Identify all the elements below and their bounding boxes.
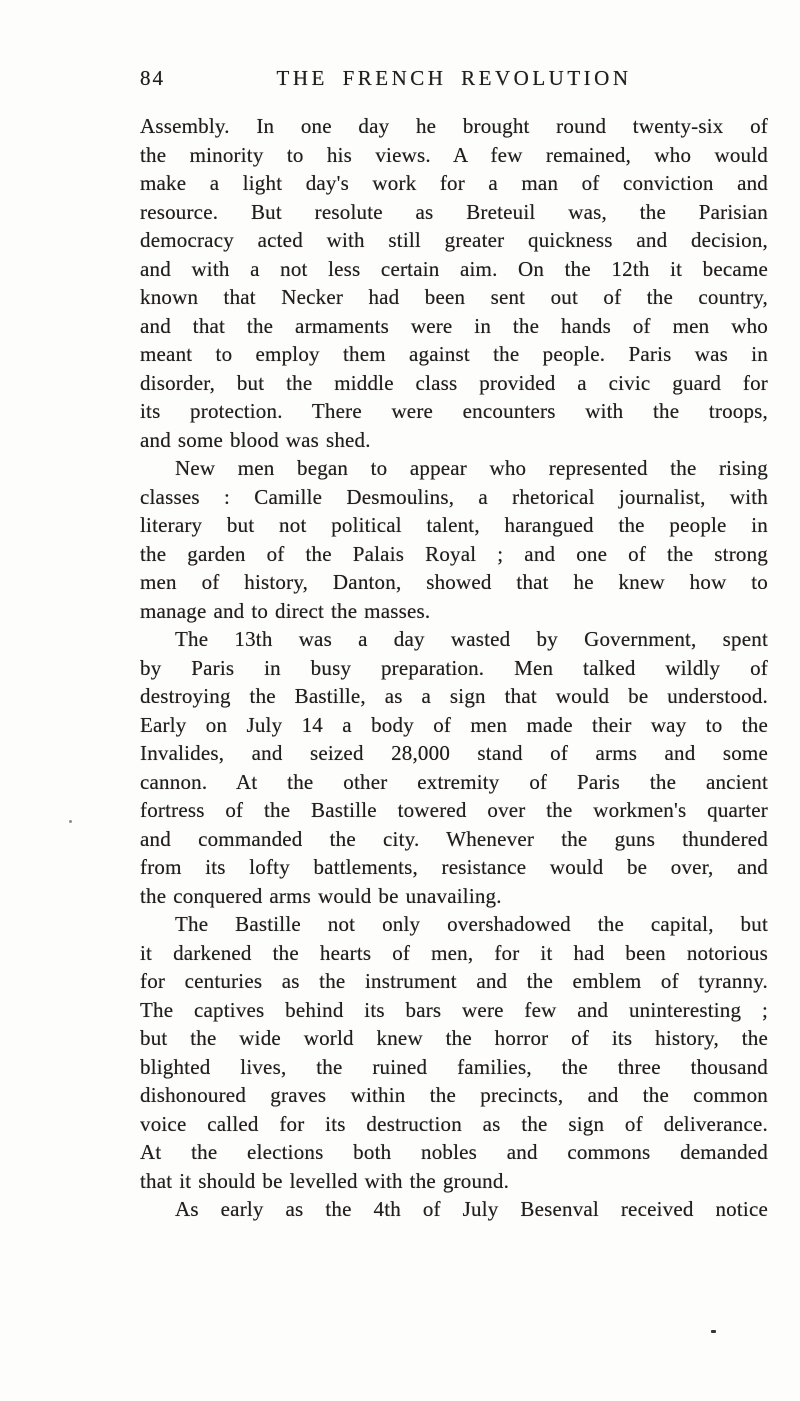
text-line: and some blood was shed. — [140, 427, 371, 452]
text-line: democracy acted with still greater quickness and decision, — [140, 228, 768, 252]
text-line: dishonoured graves within the precincts, and the common — [140, 1083, 768, 1107]
text-line: The 13th was a day wasted by Government, spent — [175, 627, 768, 651]
text-line: Early on July 14 a body of men made their way to the — [140, 712, 768, 737]
text-line: The captives behind its bars were few and uninteresting ; — [140, 997, 768, 1022]
running-title: THE FRENCH REVOLUTION — [276, 66, 632, 90]
text-line: and with a not less certain aim. On the 12th it became — [140, 256, 768, 281]
text-line: its protection. There were encounters with the troops, — [140, 399, 768, 423]
text-line: the conquered arms would be unavailing. — [140, 883, 502, 908]
text-line: Invalides, and seized 28,000 stand of arms and some — [140, 741, 768, 765]
paragraph — [140, 1195, 768, 1224]
text-line: resource. But resolute as Breteuil was, the Parisian — [140, 199, 768, 224]
text-line: it darkened the hearts of men, for it had been notorious — [140, 940, 768, 965]
text-line: manage and to direct the masses. — [140, 598, 431, 623]
text-line: cannon. At the other extremity of Paris the ancient — [140, 769, 768, 794]
text-line: literary but not political talent, harangued the people in — [140, 513, 768, 537]
paragraph — [140, 454, 768, 625]
paragraph — [140, 910, 768, 1195]
text-line: that it should be levelled with the ground. — [140, 1168, 510, 1193]
text-line: At the elections both nobles and commons demanded — [140, 1140, 768, 1164]
text-line: but the wide world knew the horror of its history, the — [140, 1026, 768, 1050]
text-line: voice called for its destruction as the sign of deliverance. — [140, 1111, 768, 1136]
text-line: meant to employ them against the people. Paris was in — [140, 342, 768, 366]
text-line: The Bastille not only overshadowed the capital, but — [175, 912, 768, 936]
text-line: fortress of the Bastille towered over the workmen's quarter — [140, 798, 768, 822]
text-line: New men began to appear who represented the rising — [175, 456, 768, 480]
text-line: make a light day's work for a man of conviction and — [140, 171, 768, 195]
text-line: by Paris in busy preparation. Men talked wildly of — [140, 655, 768, 680]
scan-speck — [69, 820, 72, 823]
text-line: and commanded the city. Whenever the guns thundered — [140, 826, 768, 851]
text-line: known that Necker had been sent out of the country, — [140, 285, 768, 309]
text-line: men of history, Danton, showed that he knew how to — [140, 570, 768, 594]
text-line: classes : Camille Desmoulins, a rhetorical journalist, with — [140, 484, 768, 509]
text-line: Assembly. In one day he brought round twenty-six of — [140, 114, 768, 138]
paragraph — [140, 625, 768, 910]
text-line: As early as the 4th of July Besenval received notice — [175, 1197, 768, 1221]
paragraph — [140, 112, 768, 454]
text-line: the minority to his views. A few remained, who would — [140, 142, 768, 167]
text-line: and that the armaments were in the hands of men who — [140, 313, 768, 338]
scan-speck — [711, 1330, 716, 1333]
running-header — [140, 66, 768, 94]
text-line: blighted lives, the ruined families, the three thousand — [140, 1054, 768, 1079]
text-line: destroying the Bastille, as a sign that would be understood. — [140, 684, 768, 708]
page-number: 84 — [140, 66, 165, 90]
text-line: for centuries as the instrument and the emblem of tyranny. — [140, 969, 768, 993]
text-line: disorder, but the middle class provided a civic guard for — [140, 370, 768, 395]
text-line: from its lofty battlements, resistance would be over, and — [140, 855, 768, 879]
text-line: the garden of the Palais Royal ; and one of the strong — [140, 541, 768, 566]
body-text — [140, 112, 768, 1224]
